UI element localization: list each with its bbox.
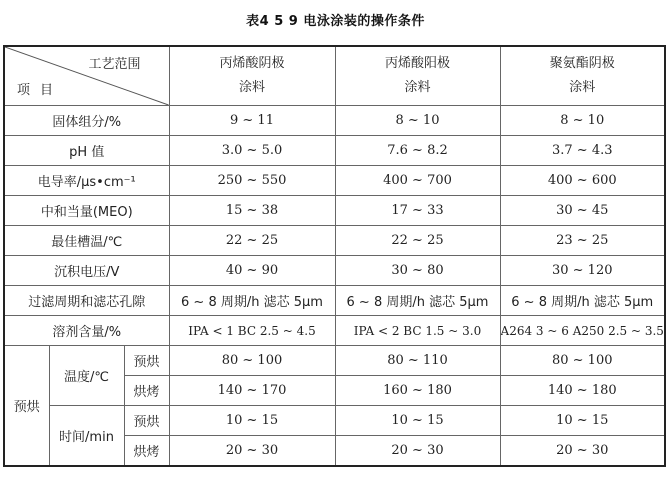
table-cell: IPA < 2 BC 1.5 ~ 3.0	[335, 316, 500, 346]
table-cell: 22 ~ 25	[335, 226, 500, 256]
table-cell: A264 3 ~ 6 A250 2.5 ~ 3.5	[500, 316, 665, 346]
diagonal-header-cell	[4, 46, 169, 106]
table-cell: 3.0 ~ 5.0	[169, 136, 335, 166]
table-cell: 7.6 ~ 8.2	[335, 136, 500, 166]
table-row	[4, 286, 665, 316]
row-label: 固体组分/%	[4, 106, 169, 136]
table-row	[4, 196, 665, 226]
table-cell: 30 ~ 80	[335, 256, 500, 286]
table-row	[4, 256, 665, 286]
row-label: 过滤周期和滤芯孔隙	[4, 286, 169, 316]
table-cell: 3.7 ~ 4.3	[500, 136, 665, 166]
table-cell: 6 ~ 8 周期/h 滤芯 5μm	[500, 286, 665, 316]
table-cell: 20 ~ 30	[169, 436, 335, 467]
column-header	[500, 46, 665, 106]
table-cell: 6 ~ 8 周期/h 滤芯 5μm	[335, 286, 500, 316]
time-label: 时间/min	[49, 406, 124, 467]
stage-label: 预烘	[124, 406, 169, 436]
stage-label: 烘烤	[124, 376, 169, 406]
column-header	[335, 46, 500, 106]
row-label: 电导率/μs•cm⁻¹	[4, 166, 169, 196]
stage-label: 烘烤	[124, 436, 169, 467]
table-row	[4, 106, 665, 136]
table-cell: 9 ~ 11	[169, 106, 335, 136]
process-range-label: 工艺范围	[88, 57, 141, 72]
temperature-label: 温度/℃	[49, 346, 124, 406]
row-label: 最佳槽温/℃	[4, 226, 169, 256]
table-cell: 10 ~ 15	[335, 406, 500, 436]
table-cell: 250 ~ 550	[169, 166, 335, 196]
table-row	[4, 316, 665, 346]
column-header-line: 涂料	[569, 80, 596, 95]
table-row	[4, 346, 665, 376]
prebake-group-label: 预烘	[4, 346, 49, 467]
row-label: 溶剂含量/%	[4, 316, 169, 346]
column-header-line: 丙烯酸阳极	[384, 56, 450, 71]
column-header-line: 涂料	[238, 80, 265, 95]
table-cell: 20 ~ 30	[335, 436, 500, 467]
table-cell: 400 ~ 700	[335, 166, 500, 196]
column-header-line: 涂料	[404, 80, 431, 95]
column-header	[169, 46, 335, 106]
table-cell: 15 ~ 38	[169, 196, 335, 226]
row-label: pH 值	[4, 136, 169, 166]
table-cell: 22 ~ 25	[169, 226, 335, 256]
stage-label: 预烘	[124, 346, 169, 376]
column-header-line: 丙烯酸阴极	[219, 56, 285, 71]
column-header-line: 聚氨酯阴极	[549, 56, 615, 71]
table-cell: 8 ~ 10	[500, 106, 665, 136]
operating-conditions-table	[3, 45, 666, 467]
table-cell: 400 ~ 600	[500, 166, 665, 196]
row-label: 沉积电压/V	[4, 256, 169, 286]
table-cell: 23 ~ 25	[500, 226, 665, 256]
table-cell: 80 ~ 100	[169, 346, 335, 376]
table-cell: 10 ~ 15	[500, 406, 665, 436]
table-row	[4, 406, 665, 436]
table-cell: 10 ~ 15	[169, 406, 335, 436]
item-label: 项目	[17, 83, 64, 98]
table-cell: 40 ~ 90	[169, 256, 335, 286]
table-cell: 140 ~ 170	[169, 376, 335, 406]
table-cell: 140 ~ 180	[500, 376, 665, 406]
table-cell: 17 ~ 33	[335, 196, 500, 226]
table-cell: IPA < 1 BC 2.5 ~ 4.5	[169, 316, 335, 346]
table-cell: 8 ~ 10	[335, 106, 500, 136]
table-row	[4, 226, 665, 256]
table-cell: 80 ~ 100	[500, 346, 665, 376]
table-title: 表4 5 9 电泳涂装的操作条件	[246, 14, 425, 29]
table-row	[4, 136, 665, 166]
table-cell: 20 ~ 30	[500, 436, 665, 467]
table-cell: 30 ~ 45	[500, 196, 665, 226]
table-row	[4, 166, 665, 196]
table-cell: 160 ~ 180	[335, 376, 500, 406]
table-cell: 80 ~ 110	[335, 346, 500, 376]
header-row	[4, 46, 665, 106]
row-label: 中和当量(MEO)	[4, 196, 169, 226]
table-cell: 6 ~ 8 周期/h 滤芯 5μm	[169, 286, 335, 316]
table-cell: 30 ~ 120	[500, 256, 665, 286]
